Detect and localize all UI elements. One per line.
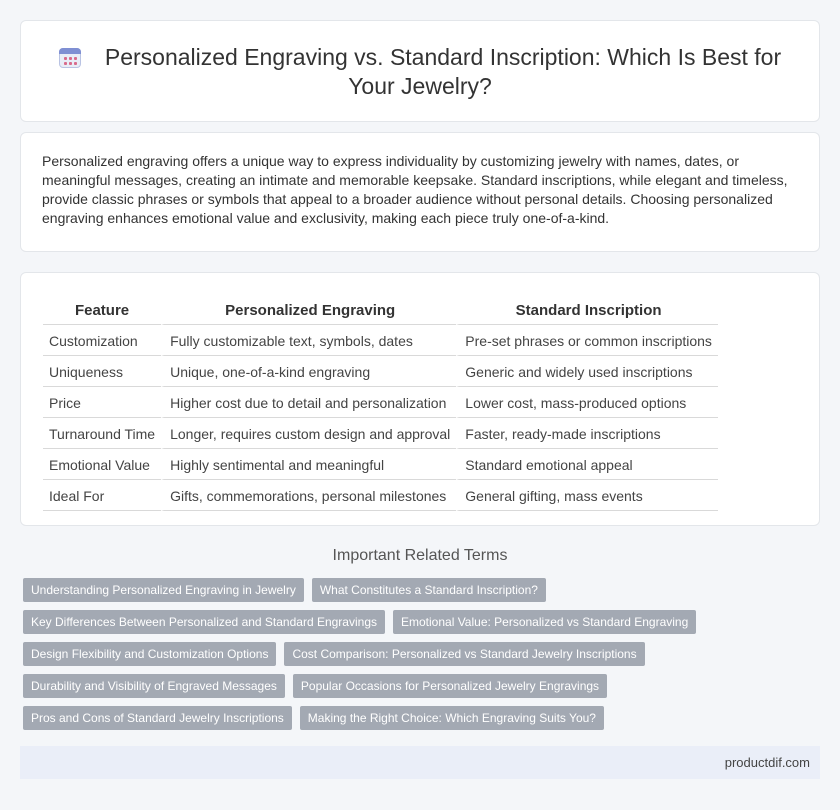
cell-personalized: Fully customizable text, symbols, dates <box>161 327 456 356</box>
cell-personalized: Longer, requires custom design and approval <box>161 420 456 449</box>
header-personalized: Personalized Engraving <box>161 297 456 325</box>
intro-card <box>20 132 820 252</box>
cell-standard: Pre-set phrases or common inscriptions <box>456 327 718 356</box>
related-term-link[interactable]: Emotional Value: Personalized vs Standard Engraving <box>393 610 696 634</box>
cell-standard: Lower cost, mass-produced options <box>456 389 718 418</box>
cell-standard: Standard emotional appeal <box>456 451 718 480</box>
cell-standard: General gifting, mass events <box>456 482 718 511</box>
cell-personalized: Gifts, commemorations, personal milestones <box>161 482 456 511</box>
related-term-link[interactable]: Making the Right Choice: Which Engraving Suits You? <box>300 706 604 730</box>
cell-feature: Uniqueness <box>43 358 161 387</box>
header-card <box>20 20 820 122</box>
related-term-link[interactable]: Cost Comparison: Personalized vs Standard Jewelry Inscriptions <box>284 642 644 666</box>
related-terms-list <box>23 578 803 738</box>
cell-feature: Ideal For <box>43 482 161 511</box>
cell-feature: Customization <box>43 327 161 356</box>
table-row <box>43 451 718 480</box>
related-term-link[interactable]: Design Flexibility and Customization Options <box>23 642 276 666</box>
related-term-link[interactable]: Understanding Personalized Engraving in Jewelry <box>23 578 304 602</box>
table-row <box>43 420 718 449</box>
cell-personalized: Highly sentimental and meaningful <box>161 451 456 480</box>
cell-standard: Generic and widely used inscriptions <box>456 358 718 387</box>
table-row <box>43 358 718 387</box>
calendar-icon <box>59 46 81 68</box>
site-name[interactable]: productdif.com <box>724 755 810 770</box>
related-term-link[interactable]: Popular Occasions for Personalized Jewelry Engravings <box>293 674 607 698</box>
table-row <box>43 482 718 511</box>
cell-personalized: Higher cost due to detail and personalization <box>161 389 456 418</box>
footer <box>20 746 820 779</box>
page-title: Personalized Engraving vs. Standard Inscription: Which Is Best for Your Jewelry? <box>104 44 782 99</box>
header-standard: Standard Inscription <box>456 297 718 325</box>
related-term-link[interactable]: Durability and Visibility of Engraved Messages <box>23 674 285 698</box>
intro-paragraph: Personalized engraving offers a unique way to express individuality by customizing jewelry with names, dates, or meaningful messages, creating an intimate and memorable keepsake. Standard inscriptions, while elegant and timeless, provide classic phrases or symbols that appeal to a broader audience without personal details. Choosing personalized engraving enhances emotional value and exclusivity, making each piece truly one-of-a-kind. <box>42 153 788 226</box>
related-term-link[interactable]: Pros and Cons of Standard Jewelry Inscriptions <box>23 706 292 730</box>
related-term-link[interactable]: What Constitutes a Standard Inscription? <box>312 578 546 602</box>
cell-feature: Turnaround Time <box>43 420 161 449</box>
cell-standard: Faster, ready-made inscriptions <box>456 420 718 449</box>
comparison-card <box>20 272 820 526</box>
table-header-row <box>43 297 718 325</box>
table-row <box>43 327 718 356</box>
table-row <box>43 389 718 418</box>
header-feature: Feature <box>43 297 161 325</box>
comparison-table <box>43 295 718 513</box>
cell-feature: Emotional Value <box>43 451 161 480</box>
cell-feature: Price <box>43 389 161 418</box>
related-terms-title: Important Related Terms <box>332 547 508 564</box>
related-term-link[interactable]: Key Differences Between Personalized and Standard Engravings <box>23 610 385 634</box>
cell-personalized: Unique, one-of-a-kind engraving <box>161 358 456 387</box>
